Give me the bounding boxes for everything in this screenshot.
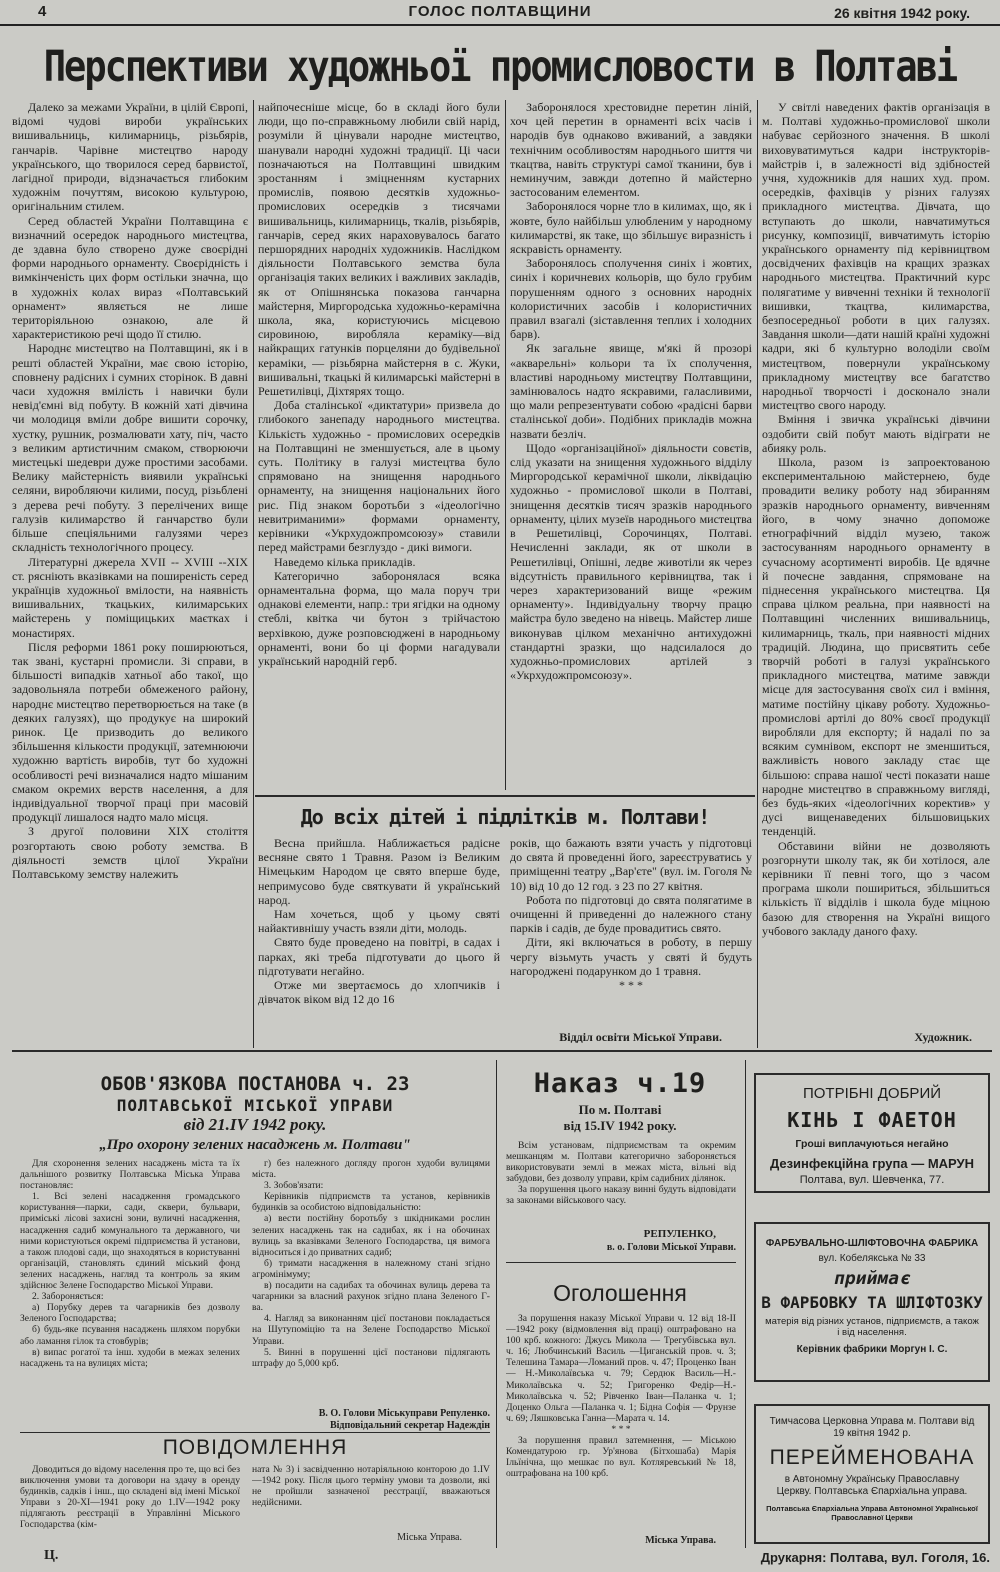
decree-column-2 [252, 1158, 490, 1406]
paragraph: Обставини війни не дозволяють розгорнути школу так, як би хотілося, але керівники її певні того, що з часом програма школи поширитьcя, збільшиться кількість її відділів і школа буде міцною базою для створення на Україні вищого учбового закладу даного фаху. [762, 838, 990, 938]
ad-line: Полтава, вул. Шевченка, 77. [799, 1174, 945, 1186]
appeal-column-1 [258, 836, 500, 1046]
paragraph: Діти, які включаться в роботу, в першу чергу візьмуть участь у святі й будуть нагороджені подарунком до 1 травня. [510, 935, 752, 978]
paragraph: Народнє мистецтво на Полтавщині, як і в решті областей України, має свою історію, сповнену радісних і сумних сторінок. В давні часи художня вмілість і навички були невід'ємні від побуту. В кожній хаті дівчина чи молодиця вміли добре вишити сорочку, хустку, рушник, розмалювати хату, піч, часто з великим артистичним смаком, створюючи мистецькі шедеври дуже простими засобами. Велику майстерність виявили українські селяни, виробляючи килими, посуд, різьблені з дерева речі побуту. З перелічених вище галузів килимарство й ганчарство були більше спеціяльними галузями через складність технологічного процесу. [12, 341, 248, 555]
ad-line: матерія від різних установ, підприємств, а також і від населення. [765, 1316, 979, 1338]
issue-date: 26 квітня 1942 року. [834, 5, 970, 21]
paragraph: в) випас рогатої та інш. худоби в межах зелених насаджень та на вулицях міста; [20, 1346, 240, 1369]
paragraph: Категорично заборонялася всяка орнаментальна форма, що мала поруч три однакові елементи, напр.: три ягідки на одному стеблі, квітка чи бутон з трійчастою верхівкою, дуже розповсюджені в народньому орнаменті, вони бо ці форми нагадували український народній герб. [258, 568, 500, 668]
paragraph: Серед областей України Полтавщина є визначний осередок народнього мистецтва, де здавна було створено дуже своєрідні форми народнього орнаменту. Своєрідність і вимкінченість цих форм остільки значна, що в художніх колах вираз «Полтавський орнамент» являється не лише територіяльною ознакою, але й характеристикою речі щодо її стилю. [12, 213, 248, 342]
paragraph: ната № 3) і засвідченню нотаріяльною конторою до 1.IV—1942 року. Після цього терміну умови та дозволи, які не пройшли зазначеної реєстрації, вважаються недійсними. [252, 1464, 490, 1509]
paragraph: Заборонялось сполучення синіх і жовтих, синіх і коричневих кольорів, що було грубим порушенням одного з основних народніх колористичних засобів і колористичних правил взагалі (зіставлення теплих і холодних барв). [510, 256, 752, 342]
newspaper-name: ГОЛОС ПОЛТАВЩИНИ [408, 3, 592, 20]
ad-line: Дезинфекційна група — МАРУН [769, 1156, 975, 1171]
paragraph: У світлі наведених фактів організація в м. Полтаві художньо-промислової школи набуває серйозного значення. В школі виховуватимуться кадри інструкторів-майстрів і, в залежності від здібностей учня, художників для наших худ. пром. осередків, фахівців у різних галузях прикладного мистецтва. Дівчата, що вступають до школи, навчатимуться рисунку, композиції, вивчатимуть історію українського орнаменту під керівництвом досвідчених фахівців на кращих зразках народнього мистецтва. Практичний курс полягатиме у вивченні техніки й технології вишивки, ткацтва, килимарства, безпосередньої роботи в цих галузях. Завдання школи—дати нашій країні художні кадри, які б культурно володіли своїм мистецтвом, повернули українському прикладному мистецтву все багатство народньої творчості і досконало знали мистецтво свого народу. [762, 100, 990, 413]
paragraph: років, що бажають взяти участь у підготовці до свята й проведенні його, зареєструватись у приміщенні театру „Вар'єте" (вул. ім. Гоголя № 10) від 10 до 12 год. з 23 по 27 квітня. [510, 836, 752, 893]
paragraph: За порушення наказу Міської Управи ч. 12 від 18-II—1942 року (відмовлення від праці) оштрафовано на 100 крб. кожного: Джусь Микола — Трегубівська вул. ч. 16; Любчинський Василь —Циганській пров. ч. 3; Телешина Тамара—Ломаний пров. ч. 47; Проценко Іван — Н.-Миколаївська ч. 79; Сердюк Василь—Н.-Миколаївська ч. 52; Григоренко Федір—Н.-Миколаївська ч. 52; Рівченко Іван—Паланка ч. 1; Доценко Ольга —Паланка ч. 1; Бідна Софія — Фрунзе ч. 69; Ляшковська Ганна—Марата ч. 14. [506, 1313, 736, 1424]
paragraph: Весна прийшла. Наближається радісне весняне свято 1 Травня. Разом із Великим Німецьким Народом це свято вперше буде, непримусово буде святкувати й український народ. [258, 836, 500, 907]
separator-stars: * * * [619, 978, 643, 993]
column-rule [505, 100, 506, 790]
ad-line: Полтавська Єпархіальна Управа Автономної Української Православної Церкви [766, 1504, 978, 1522]
paragraph: найпочесніше місце, бо в складі його були люди, що по-справжньому любили свій нарід, розуміли й цінували народне мистецтво, шанували народні художні традиції. Ці часи позначаються на Полтавщині швидким зростанням і зміцненням кустарних промислів, появою десятків художньо-промислових осередків з тисячами вишивальниць, килимарниць, ткалів, різьбярів, ганчарів, серед яких нараховувалось багато першорядних народніх художників. Наслідком діяльности Полтавського земства була організація таких великих і важливих закладів, як от Опішнянська показова ганчарна майстерня, Миргородська художньо-керамічна школа, яка, користуючись місцевою сировиною, виробляла кераміку—від найкращих гатунків порцеляни до будівельної кераміки, — різьбярна майстерня в с. Жуки, вишивальні, ткацькі й килимарські майстерні в Решетилівці, Діхтярях тощо. [258, 100, 500, 399]
paragraph: Заборонялося чорне тло в килимах, що, як і жовте, було найбільш улюбленим у народному килимарстві, як таке, що збільшує виразність і яскравість орнаменту. [510, 199, 752, 257]
section-rule [255, 795, 755, 797]
paragraph: Вміння і звичка українські дівчини оздобити свій побут мають відіграти не абияку роль. [762, 412, 990, 455]
column-rule [757, 100, 758, 1048]
paragraph: 1. Всі зелені насадження громадського користування—парки, сади, сквери, бульвари, приміські лісові захисні зони, вуличні насадження, насадження садиб комунального та державного, чи ними користуються окремі підприємства й установи, а також плодові сади, що знаходяться в користуванні організацій, становлять єдиний міський фонд зелених насаджень, нагляд та контроль за яким здійснює Зелене Господарство Міської Управи. [20, 1191, 240, 1292]
section-rule [506, 1262, 736, 1263]
paragraph: Для схоронення зелених насаджень міста та їх дальнішого розвитку Полтавська Міська Управа постановляє: [20, 1158, 240, 1192]
paragraph: Щодо «організаційної» діяльности совєтів, слід указати на знищення художнього відділу Миргородської керамічної школи, ліквідацію художньо - промислової школи в Полтаві, знищення десятків тисяч зразків народнього орнаменту, цілих музеїв народнього мистецтва в Решетилівці, Сорочинцях, Полтаві. Нечисленні заклади, як от школи в Решетилівці, Опішні, ледве животіли як через відсутність правильного керівництва, так і через характеризований вище «режим орнаменту». Індивідуальну творчу працю майстра було зведено на нівець. Майстер лише виконував цілком механічно антихудожні стандартні зразки, що надсилалося до художньо-промислових артілей з «Укрхудожпромсоюзу». [510, 440, 752, 683]
article-column-1 [12, 100, 248, 1045]
paragraph: 5. Винні в порушенні цієї постанови підлягають штрафу до 5,000 крб. [252, 1346, 490, 1369]
paragraph: Всім установам, підприємствам та окремим мешканцям м. Полтави категорично забороняється використовувати землі в межах міста, вільні від забудови, без дозволу управи, крім садибних ділянок. [506, 1140, 736, 1185]
ad-church [754, 1404, 990, 1544]
ad-headline: КІНЬ І ФАЕТОН [787, 1108, 957, 1132]
ad-line: Керівник фабрики Моргун І. С. [796, 1344, 948, 1355]
decree-topic: „Про охорону зелених насаджень м. Полтави" [99, 1137, 411, 1153]
paragraph: а) Порубку дерев та чагарників без дозволу Зеленого Господарства; [20, 1302, 240, 1325]
ad-line: вул. Кобелякська № 33 [818, 1253, 926, 1264]
ad-line: Тимчасова Церковна Управа м. Полтави від 19 квітня 1942 р. [769, 1416, 975, 1439]
paragraph: Доба сталінської «диктатури» призвела до глибокого занепаду народнього мистецтва. Кількість художньо - промислових осередків на Полтавщині не зменшується, але в цьому суть. Політику в галузі мистецтва було спрямовано на знищення народнього орнаменту, на знищення національних його рис. Під знаком боротьби з «ідеологічно невитриманими» формами орнаменту, керівники «Укрхудожпромсоюзу» ставили перед майстрами безглуздо - дикі вимоги. [258, 398, 500, 555]
paragraph: б) будь-яке псування насаджень шляхом порубки або ламання гілок та стовбурів; [20, 1324, 240, 1347]
notice-title: ПОВІДОМЛЕННЯ [162, 1436, 348, 1459]
paragraph: в) посадити на садибах та обочинах вулиць дерева та чагарники за власний рахунок згідно плана Зеленого Г-ва. [252, 1280, 490, 1314]
printer-imprint: Друкарня: Полтава, вул. Гоголя, 16. [760, 1550, 990, 1565]
paragraph: Робота по підготовці до свята полягатиме в очищенні й приведенні до належного стану парків і садів, де буде провадитись свято. [510, 892, 752, 936]
article-column-3 [510, 100, 752, 790]
paragraph: Школа, разом із запроектованою експериментальною майстернею, буде провадити велику роботу над збиранням зразків народнього орнаменту, вивченням його, в чому значно допоможе етнографічний відділ музею, також застосуванням народнього орнаменту в сучасному асортименті виробів. Це вдячне й почесне завдання, спрямоване на піднесення українського мистецтва. Ця справа цілком реальна, при наявності на Полтавщині численних вишивальниць, килимарниць, ткаль, при наявності мідних традицій. Людина, що присвятить себе творчій роботі в галузі українського прикладного мистецтва, матиме завжди місце для застосування своїх сил і вміння, матиме постійну цікаву роботу. Художньо-промислові артілі до 80% своєї продукції виробляли для експорту; й надалі по за всяким сумнівом, експорт не зменшиться, важливість нового закладу стає ще більшою: справа нашої честі показати наше народне мистецтво в справжньому вигляді, без будь-яких «ідеологічних коректив» у дусі вищенаведених більшовицьких тенденцій. [762, 455, 990, 839]
appeal-signature: Відділ освіти Міської Управи. [559, 1030, 722, 1044]
announcements-signature: Міська Управа. [645, 1535, 716, 1546]
order-body [506, 1140, 736, 1228]
paragraph: г) без належного догляду прогон худоби вулицями міста. [252, 1158, 490, 1181]
decree-title: ОБОВ'ЯЗКОВА ПОСТАНОВА ч. 23 [100, 1073, 410, 1095]
paragraph: Як загальне явище, м'які й прозорі «акварельні» кольори та їх сполучення, властиві народньому мистецтву Полтавщини, замінювалось надто яскравими, галасливими, що мали репрезентувати собою «радісні барви сталінської доби». Подібних прикладів можна назвати безліч. [510, 341, 752, 441]
paragraph: Після реформи 1861 року поширюються, так звані, кустарні промисли. Зі справи, в більшості випадків хатньої або такої, що задовольняла потреби обмеженого району, народнє мистецтво перетворюється на таке (в деяких галузях), що продукує на широкий ринок. Це призводить до великого збільшення кількости продукції, затемнюючи художню вартість виробів, тут бо художні особливості речі визначалися надто мішаним смаком окремих верств населення, а для індивідуальної творчої праці при масовій продукції лишалося надто мало місця. [12, 639, 248, 825]
ad-factory [754, 1222, 990, 1382]
notice-column-2 [252, 1464, 490, 1528]
decree-date: від 21.IV 1942 року. [183, 1115, 327, 1134]
paragraph: Керівників підприємств та установ, керівників будинків за особистою відповідальністю: [252, 1191, 490, 1214]
paragraph: Нам хочеться, щоб у цьому святі найактивнішу участь взяли діти, молодь. [258, 907, 500, 936]
page-number: 4 [38, 3, 47, 20]
paragraph: Отже ми звертаємось до хлопчиків і дівчаток віком від 12 до 16 [258, 978, 500, 1007]
decree-signature: В. О. Голови Міськуправи Репуленко. Відповідальний секретар Надеждін [318, 1408, 490, 1431]
paragraph: а) вести постійну боротьбу з шкідниками рослин зелених насаджень так на садибах, як і на обочинах вулиць за вказівками Зеленого Господарства, ця вимога відноситься і до приватних садиб; [252, 1213, 490, 1258]
appeal-title: До всіх дітей і підлітків м. Полтави! [300, 805, 710, 829]
column-rule [745, 1060, 746, 1548]
order-date: від 15.IV 1942 року. [563, 1118, 677, 1133]
article-title: Перспективи художньої промисловости в Полтаві [43, 42, 957, 92]
paragraph: 4. Нагляд за виконанням цієї постанови покладається на Шутупоміцію та на Зелене Господарство Міської Управи. [252, 1313, 490, 1347]
announcements-title: Оголошення [553, 1280, 687, 1306]
column-rule [253, 100, 254, 1048]
ad-headline: В ФАРБОВКУ ТА ШЛІФТОЗКУ [761, 1293, 983, 1312]
announcements-body [506, 1313, 736, 1547]
ad-line: Гроші виплачуються негайно [795, 1138, 949, 1150]
notice-signature: Міська Управа. [397, 1532, 462, 1543]
ad-horse [754, 1073, 990, 1193]
footer-mark: Ц. [44, 1548, 59, 1563]
ad-line: ПОТРІБНІ ДОБРИЙ [802, 1085, 942, 1102]
order-signature-name: РЕПУЛЕНКО, [643, 1228, 716, 1240]
order-title: Наказ ч.19 [533, 1068, 707, 1099]
appeal-column-2 [510, 836, 752, 1022]
paragraph: б) тримати насадження в належному стані згідно агромінімуму; [252, 1257, 490, 1280]
article-column-2 [258, 100, 500, 790]
paragraph: 2. Забороняється: [32, 1291, 104, 1303]
masthead [0, 0, 1000, 26]
order-place: По м. Полтаві [578, 1102, 662, 1117]
ad-line: в Автономну Українську Православну Церкву. Полтавська Єпархіальна управа. [776, 1474, 968, 1497]
ad-line: ФАРБУВАЛЬНО-ШЛІФТОВОЧНА ФАБРИКА [765, 1238, 979, 1249]
decree-column-1 [20, 1158, 240, 1426]
paragraph: З другої половини XIX століття розгортають свою роботу земства. В діяльності земств цілої України Полтавському земству належить [12, 824, 248, 881]
paragraph: Доводиться до відому населення про те, що всі без виключення умови та договори на здачу в оренду будинків, садків і інш., що складені від імені Міської Управи з 20-XI—1941 року до 1.IV—1942 року підлягають реєстрації в Управлінні Міського Господарства (кім- [20, 1464, 240, 1531]
notice-column-1 [20, 1464, 240, 1544]
paragraph: Свято буде проведено на повітрі, в садах і парках, які треба підготувати до цього й підготувати негайно. [258, 935, 500, 978]
separator-stars: * * * [611, 1423, 631, 1435]
section-rule [20, 1432, 490, 1433]
paragraph: За порушення правил затемнення, — Міською Комендатурою гр. Ур'янова (Бітхошаба) Марія Ільїнічна, що мешкає по вул. Котляревський № 18, оштрафована на 100 крб. [506, 1435, 736, 1480]
column-rule [496, 1060, 497, 1548]
article-column-4 [762, 100, 990, 1028]
paragraph: Літературні джерела XVII -- XVIII --XIX ст. рясніють вказівками на поширеність серед українців художньої вмілости, на наявність вишивальних, ткацьких, килимарських майстерень у поміщицьких маєтках і монастирях. [12, 554, 248, 640]
ad-headline: ПЕРЕЙМЕНОВАНА [769, 1446, 975, 1469]
order-signature-title: в. о. Голови Міської Управи. [606, 1242, 736, 1253]
article-author: Художник. [914, 1030, 972, 1044]
paragraph: 3. Зобов'язати: [264, 1180, 324, 1192]
paragraph: Наведемо кілька прикладів. [274, 554, 416, 569]
paragraph: Заборонялося хрестовидне перетин ліній, хоч цей перетин в орнаменті всіх часів і народів був однаково вживаний, а завдяки технічним особливостям народнього шиття чи ткацтва, навіть структурі самої тканини, був і неминучим, завжди дотепно й майстерно застосованим елементом. [510, 100, 752, 200]
paragraph: Далеко за межами України, в цілій Європі, відомі чудові вироби українських вишивальниць, килимарниць, різьбярів, ганчарів. Чарівне мистецтво народу українського, що творилося серед барвистої, лагідної природи, відзначається глибоким художнім почуттям, високою культурою, оригінальним стилем. [12, 100, 248, 214]
section-rule [12, 1050, 992, 1052]
paragraph: За порушення цього наказу винні будуть відповідати за законами військового часу. [506, 1184, 736, 1207]
ad-line: приймає [834, 1268, 910, 1289]
decree-subtitle: ПОЛТАВСЬКОЇ МІСЬКОЇ УПРАВИ [116, 1096, 394, 1115]
